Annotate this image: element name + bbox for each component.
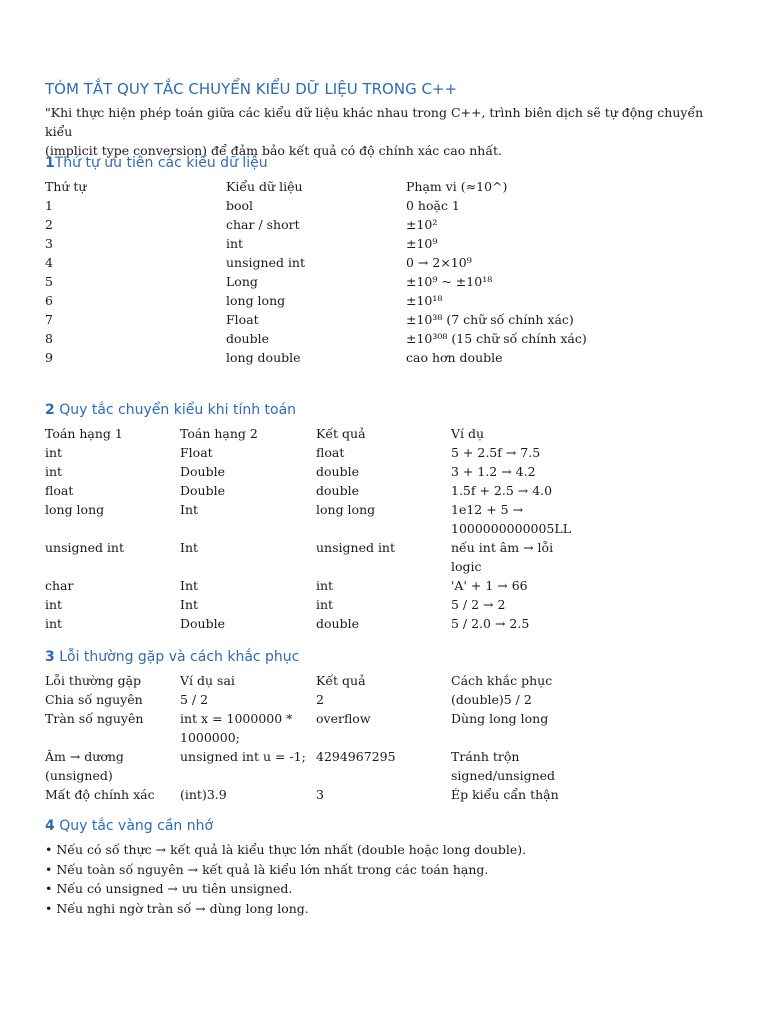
table-cell: 5 / 2 → 2 bbox=[451, 597, 506, 612]
section-3-title: Lỗi thường gặp và cách khắc phục bbox=[59, 649, 300, 665]
table-row bbox=[45, 690, 585, 709]
table-row bbox=[45, 348, 605, 367]
header-cell: Lỗi thường gặp bbox=[45, 673, 142, 688]
table-cell: double bbox=[316, 483, 359, 498]
table-cell: 3 bbox=[316, 787, 324, 802]
table-cell: (int)3.9 bbox=[180, 787, 227, 802]
section-1-heading bbox=[45, 155, 268, 171]
table-cell: ±10³⁰⁸ (15 chữ số chính xác) bbox=[406, 331, 587, 346]
table-cell: 4 bbox=[45, 255, 53, 270]
table-row bbox=[45, 253, 605, 272]
header-cell: Toán hạng 1 bbox=[45, 426, 123, 441]
table-cell: Tránh trộn signed/unsigned bbox=[451, 749, 556, 783]
table-cell: double bbox=[316, 464, 359, 479]
table-cell: Int bbox=[180, 540, 199, 555]
priority-table bbox=[45, 177, 605, 367]
section-2-title: Quy tắc chuyển kiểu khi tính toán bbox=[59, 402, 297, 418]
table-row bbox=[45, 481, 585, 500]
header-cell: Phạm vi (≈10^) bbox=[406, 179, 508, 194]
table-cell: ±10³⁸ (7 chữ số chính xác) bbox=[406, 312, 574, 327]
table-cell: 5 + 2.5f → 7.5 bbox=[451, 445, 541, 460]
section-2-number: 2 bbox=[45, 402, 55, 418]
table-cell: ±10² bbox=[406, 217, 438, 232]
table-cell: 'A' + 1 → 66 bbox=[451, 578, 528, 593]
table-cell: Int bbox=[180, 597, 199, 612]
table-cell: long long bbox=[316, 502, 376, 517]
golden-rules-list bbox=[45, 840, 526, 918]
table-cell: Mất độ chính xác bbox=[45, 787, 155, 802]
table-cell: unsigned int u = -1; bbox=[180, 749, 306, 764]
table-cell: 3 bbox=[45, 236, 53, 251]
document-title: TÓM TẮT QUY TẮC CHUYỂN KIỂU DỮ LIỆU TRONG C++ bbox=[45, 80, 458, 98]
table-cell: int bbox=[45, 445, 63, 460]
table-cell: double bbox=[316, 616, 359, 631]
table-cell: Dùng long long bbox=[451, 711, 549, 726]
table-cell: cao hơn double bbox=[406, 350, 503, 365]
table-cell: int bbox=[316, 578, 334, 593]
header-cell: Ví dụ sai bbox=[180, 673, 235, 688]
table-cell: Float bbox=[180, 445, 213, 460]
table-row bbox=[45, 538, 585, 576]
table-cell: Double bbox=[180, 483, 225, 498]
table-row bbox=[45, 500, 585, 538]
header-cell: Cách khắc phục bbox=[451, 673, 553, 688]
section-4-number: 4 bbox=[45, 818, 55, 834]
table-cell: overflow bbox=[316, 711, 371, 726]
section-1-title: Thứ tự ưu tiên các kiểu dữ liệu bbox=[54, 155, 268, 171]
table-cell: 5 / 2 bbox=[180, 692, 209, 707]
table-cell: double bbox=[226, 331, 269, 346]
table-cell: 7 bbox=[45, 312, 53, 327]
table-row bbox=[45, 196, 605, 215]
errors-table bbox=[45, 671, 585, 804]
table-row bbox=[45, 614, 585, 633]
list-item: • Nếu toàn số nguyên → kết quả là kiểu lớn nhất trong các toán hạng. bbox=[45, 861, 489, 877]
table-cell: 1 bbox=[45, 198, 53, 213]
table-cell: Double bbox=[180, 616, 225, 631]
list-item: • Nếu có số thực → kết quả là kiểu thực lớn nhất (double hoặc long double). bbox=[45, 842, 527, 857]
table-header-row bbox=[45, 177, 605, 196]
header-cell: Thứ tự bbox=[45, 179, 87, 194]
table-cell: Int bbox=[180, 578, 199, 593]
table-row bbox=[45, 310, 605, 329]
table-cell: 8 bbox=[45, 331, 53, 346]
table-cell: unsigned int bbox=[316, 540, 396, 555]
table-row bbox=[45, 443, 585, 462]
table-row bbox=[45, 709, 585, 747]
table-cell: bool bbox=[226, 198, 254, 213]
table-cell: Float bbox=[226, 312, 259, 327]
conversion-table bbox=[45, 424, 585, 633]
table-cell: 5 bbox=[45, 274, 53, 289]
table-cell: 6 bbox=[45, 293, 53, 308]
table-cell: ±10⁹ bbox=[406, 236, 438, 251]
section-2-heading bbox=[45, 402, 296, 418]
table-row bbox=[45, 234, 605, 253]
table-cell: nếu int âm → lỗi logic bbox=[451, 540, 554, 574]
list-item: • Nếu nghi ngờ tràn số → dùng long long. bbox=[45, 900, 309, 916]
table-cell: 5 / 2.0 → 2.5 bbox=[451, 616, 530, 631]
table-row bbox=[45, 291, 605, 310]
table-cell: int bbox=[45, 597, 63, 612]
table-cell: 9 bbox=[45, 350, 53, 365]
table-header-row bbox=[45, 424, 585, 443]
table-cell: 2 bbox=[316, 692, 324, 707]
section-4-heading bbox=[45, 818, 213, 834]
table-cell: long double bbox=[226, 350, 301, 365]
section-3-number: 3 bbox=[45, 649, 55, 665]
header-cell: Ví dụ bbox=[451, 426, 485, 441]
table-row bbox=[45, 329, 605, 348]
section-1-number: 1 bbox=[45, 155, 55, 171]
table-cell: char bbox=[45, 578, 74, 593]
table-cell: unsigned int bbox=[45, 540, 125, 555]
intro-paragraph bbox=[45, 103, 725, 160]
table-cell: Chia số nguyên bbox=[45, 692, 143, 707]
intro-line-2: (implicit type conversion) để đảm bảo kết quả có độ chính xác cao nhất. bbox=[45, 143, 502, 158]
table-cell: 0 → 2×10⁹ bbox=[406, 255, 472, 270]
table-row bbox=[45, 215, 605, 234]
table-cell: int bbox=[45, 616, 63, 631]
intro-line-1: "Khi thực hiện phép toán giữa các kiểu dữ liệu khác nhau trong C++, trình biên dịch sẽ tự động chuyển kiểu bbox=[45, 105, 704, 139]
table-row bbox=[45, 272, 605, 291]
table-cell: int bbox=[45, 464, 63, 479]
header-cell: Kiểu dữ liệu bbox=[226, 179, 303, 194]
table-cell: 3 + 1.2 → 4.2 bbox=[451, 464, 536, 479]
table-cell: int bbox=[316, 597, 334, 612]
table-cell: 1e12 + 5 → 1000000000005LL bbox=[451, 502, 571, 536]
table-cell: (double)5 / 2 bbox=[451, 692, 532, 707]
table-cell: Int bbox=[180, 502, 199, 517]
table-row bbox=[45, 747, 585, 785]
header-cell: Toán hạng 2 bbox=[180, 426, 258, 441]
table-cell: Long bbox=[226, 274, 258, 289]
table-cell: Âm → dương (unsigned) bbox=[45, 749, 124, 783]
table-cell: long long bbox=[45, 502, 105, 517]
list-item: • Nếu có unsigned → ưu tiên unsigned. bbox=[45, 881, 293, 896]
table-cell: int x = 1000000 * 1000000; bbox=[180, 711, 293, 745]
table-cell: ±10⁹ ~ ±10¹⁸ bbox=[406, 274, 493, 289]
table-cell: Tràn số nguyên bbox=[45, 711, 144, 726]
section-3-heading bbox=[45, 649, 299, 665]
table-cell: 0 hoặc 1 bbox=[406, 198, 460, 213]
section-4-title: Quy tắc vàng cần nhớ bbox=[59, 818, 214, 834]
table-cell: int bbox=[226, 236, 244, 251]
table-header-row bbox=[45, 671, 585, 690]
table-cell: 4294967295 bbox=[316, 749, 396, 764]
table-row bbox=[45, 785, 585, 804]
table-cell: Double bbox=[180, 464, 225, 479]
table-cell: unsigned int bbox=[226, 255, 306, 270]
table-cell: Ép kiểu cẩn thận bbox=[451, 787, 559, 802]
table-cell: 1.5f + 2.5 → 4.0 bbox=[451, 483, 553, 498]
header-cell: Kết quả bbox=[316, 426, 366, 441]
table-cell: char / short bbox=[226, 217, 300, 232]
table-cell: float bbox=[45, 483, 74, 498]
table-cell: float bbox=[316, 445, 345, 460]
header-cell: Kết quả bbox=[316, 673, 366, 688]
table-cell: ±10¹⁸ bbox=[406, 293, 443, 308]
table-row bbox=[45, 462, 585, 481]
table-row bbox=[45, 576, 585, 595]
table-cell: 2 bbox=[45, 217, 53, 232]
table-cell: long long bbox=[226, 293, 286, 308]
table-row bbox=[45, 595, 585, 614]
